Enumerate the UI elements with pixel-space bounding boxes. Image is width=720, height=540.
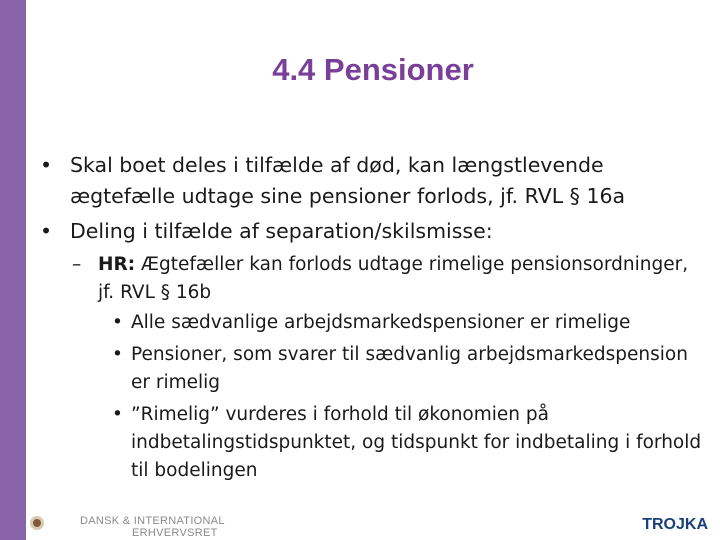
footer-org-line2: ERHVERVSRET [132, 527, 218, 539]
bullet-item [36, 150, 706, 212]
bullet-text: Skal boet deles i tilfælde af død, kan længstlevende ægtefælle udtage sine pensioner forlods, jf. RVL § 16a [70, 153, 626, 208]
sub-bullet-text: ”Rimelig” vurderes i forhold til økonomien på indbetalingstidspunktet, og tidspunkt for indbetaling i forhold til bodelingen [131, 404, 702, 481]
university-seal-icon [30, 516, 44, 530]
sub-item-label: HR: [98, 254, 136, 275]
bullet-icon: • [112, 344, 123, 365]
bullet-icon: • [112, 404, 123, 425]
dash-icon: – [72, 254, 82, 275]
bullet-text: Deling i tilfælde af separation/skilsmisse: [70, 219, 493, 243]
sub-item [36, 251, 706, 307]
brand-logo: TROJKA [642, 516, 708, 533]
sub-bullet-item [36, 401, 706, 485]
sub-item-text: Ægtefæller kan forlods udtage rimelige pensionsordninger, jf. RVL § 16b [98, 254, 689, 303]
sub-bullet-item [36, 341, 706, 397]
bullet-icon: • [112, 312, 123, 333]
slide-title: 4.4 Pensioner [272, 52, 474, 87]
slide-content [36, 150, 706, 489]
footer-org-line1: DANSK & INTERNATIONAL [80, 515, 225, 527]
bullet-item [36, 216, 706, 247]
sub-bullet-text: Alle sædvanlige arbejdsmarkedspensioner er rimelige [131, 312, 631, 333]
bullet-icon: • [40, 219, 53, 243]
footer-org-name [80, 515, 225, 539]
sub-bullet-item [36, 309, 706, 337]
sub-bullet-text: Pensioner, som svarer til sædvanlig arbejdsmarkedspension er rimelig [131, 344, 688, 393]
bullet-icon: • [40, 153, 53, 177]
